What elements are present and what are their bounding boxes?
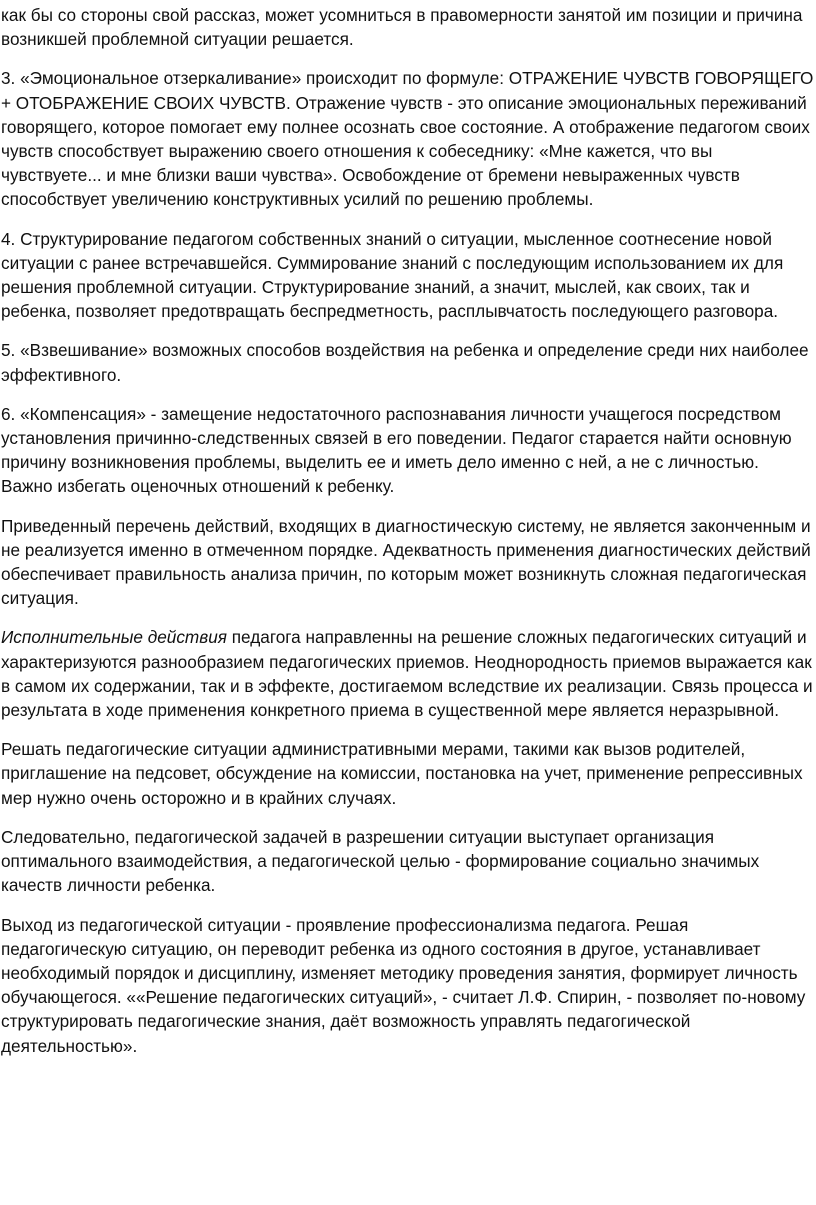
paragraph-item-3-emotional-mirroring: 3. «Эмоциональное отзеркаливание» происходит по формуле: ОТРАЖЕНИЕ ЧУВСТВ ГОВОРЯЩЕГО + ОТОБРАЖЕНИЕ СВОИХ ЧУВСТВ. Отражение чувств - это описание эмоциональных переживаний говорящего, которое помогает ему полнее осознать свое состояние. А отображение педагогом своих чувств способствует выражению своего отношения к собеседнику: «Мне кажется, что вы чувствуете... и мне близки ваши чувства». Освобождение от бремени невыраженных чувств способствует увеличению конструктивных усилий по решению проблемы. bbox=[1, 68, 814, 210]
paragraph-diagnostic-summary: Приведенный перечень действий, входящих в диагностическую систему, не является законченным и не реализуется именно в отмеченном порядке. Адекватность применения диагностических действий обеспечивает правильность анализа причин, по которым может возникнуть сложная педагогическая ситуация. bbox=[1, 515, 811, 609]
document-page bbox=[1, 0, 814, 1073]
paragraph-pedagogical-task: Следовательно, педагогической задачей в разрешении ситуации выступает организация оптимального взаимодействия, а педагогической целью - формирование социально значимых качеств личности ребенка. bbox=[1, 826, 760, 896]
paragraph-administrative-measures: Решать педагогические ситуации административными мерами, такими как вызов родителей, приглашение на педсовет, обсуждение на комиссии, постановка на учет, применение репрессивных мер нужно очень осторожно и в крайних случаях. bbox=[1, 739, 803, 808]
paragraph-item-6-compensation: 6. «Компенсация» - замещение недостаточного распознавания личности учащегося посредством установления причинно-следственных связей в его поведении. Педагог старается найти основную причину возникновения проблемы, выделить ее и иметь дело именно с ней, а не с личностью. Важно избегать оценочных отношений к ребенку. bbox=[1, 403, 792, 497]
paragraph-executive-actions-text: педагога направленны на решение сложных педагогических ситуаций и характеризуются разнообразием педагогических приемов. Неоднородность приемов выражается как в самом их содержании, так и в эффекте, достигаемом вследствие их реализации. Связь процесса и результата в ходе применения конкретного приема в существенной мере является неразрывной. bbox=[1, 627, 813, 721]
paragraph-exit-from-situation: Выход из педагогической ситуации - проявление профессионализма педагога. Решая педагогическую ситуацию, он переводит ребенка из одного состояния в другое, устанавливает необходимый порядок и дисциплину, изменяет методику проведения занятия, формирует личность обучающегося. ««Решение педагогических ситуаций», - считает Л.Ф. Спирин, - позволяет по-новому структурировать педагогические знания, даёт возможность управлять педагогической деятельностью». bbox=[1, 914, 806, 1056]
paragraph-executive-actions bbox=[1, 625, 814, 722]
paragraph-continuation: как бы со стороны свой рассказ, может усомниться в правомерности занятой им позиции и причина возникшей проблемной ситуации решается. bbox=[1, 5, 803, 50]
paragraph-item-4-structuring: 4. Структурирование педагогом собственных знаний о ситуации, мысленное соотнесение новой ситуации с ранее встречавшейся. Суммирование знаний с последующим использованием их для решения проблемной ситуации. Структурирование знаний, а значит, мыслей, как своих, так и ребенка, позволяет предотвращать беспредметность, расплывчатость последующего разговора. bbox=[1, 228, 784, 322]
emphasis-term: Исполнительные действия bbox=[1, 627, 227, 648]
paragraph-item-5-weighing: 5. «Взвешивание» возможных способов воздействия на ребенка и определение среди них наиболее эффективного. bbox=[1, 340, 809, 385]
